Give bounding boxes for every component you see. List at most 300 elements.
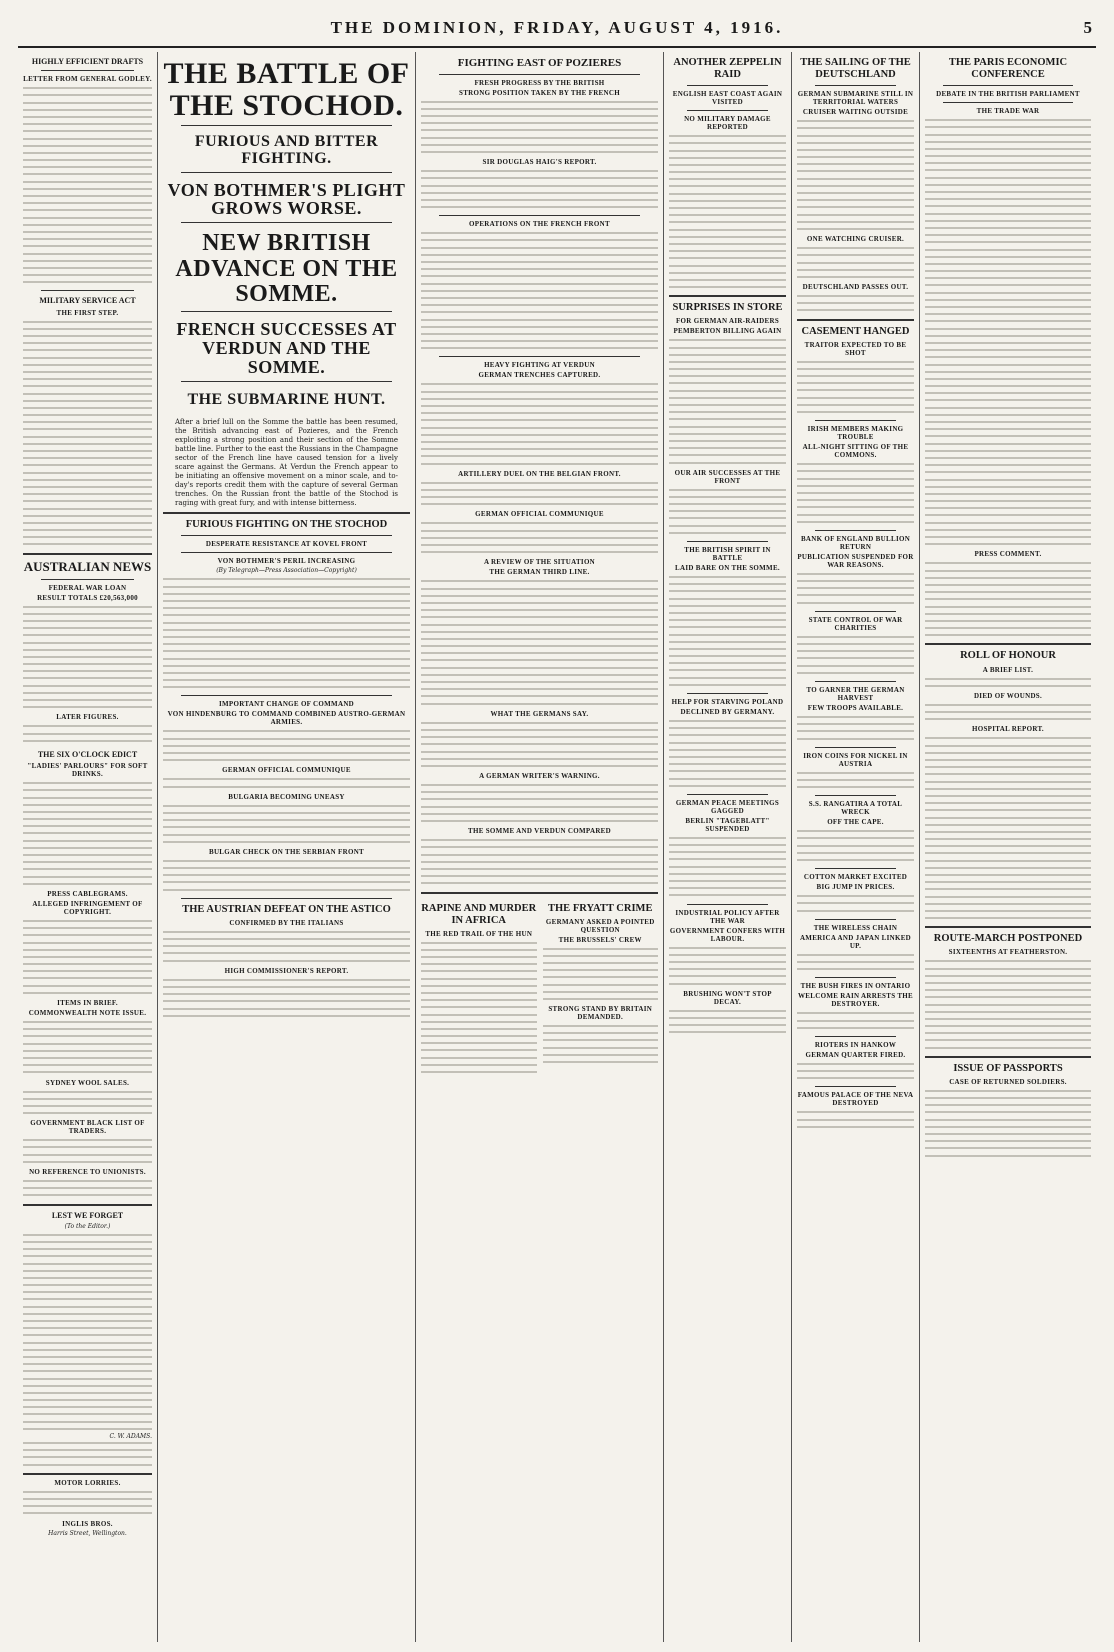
article-body: [797, 461, 914, 526]
article-subheading: GERMAN QUARTER FIRED.: [805, 1050, 906, 1059]
article-body: [23, 1178, 152, 1200]
divider: [687, 794, 768, 795]
text-line: [23, 704, 152, 711]
article-subheading: FEDERAL WAR LOAN: [48, 583, 127, 592]
text-line: [797, 212, 914, 219]
text-line: [23, 661, 152, 668]
text-line: [797, 476, 914, 483]
text-line: [797, 461, 914, 468]
text-line: [23, 690, 152, 697]
text-line: [163, 984, 410, 991]
article-subheading: GERMAN SUBMARINE STILL IN TERRITORIAL WATERS: [797, 90, 914, 107]
text-line: [23, 391, 152, 398]
text-line: [669, 682, 786, 689]
text-line: [23, 193, 152, 200]
text-line: [23, 434, 152, 441]
article-heading: MILITARY SERVICE ACT: [39, 296, 136, 306]
text-line: [421, 417, 658, 424]
text-line: [421, 701, 658, 708]
text-line: [23, 527, 152, 534]
text-line: [543, 974, 659, 981]
text-line: [23, 1419, 152, 1426]
text-line: [23, 1110, 152, 1117]
article-body: [797, 293, 914, 315]
text-line: [421, 345, 658, 352]
article-body: [797, 245, 914, 281]
article-body: [797, 118, 914, 233]
text-line: [669, 1022, 786, 1029]
text-line: [797, 728, 914, 735]
article-body: [421, 837, 658, 887]
article-subheading: S.S. RANGATIRA A TOTAL WRECK: [808, 800, 903, 817]
text-line: [421, 281, 658, 288]
text-line: [925, 604, 1091, 611]
text-line: [421, 453, 658, 460]
text-line: [925, 915, 1091, 922]
text-line: [925, 527, 1091, 534]
text-line: [23, 347, 152, 354]
text-line: [797, 380, 914, 387]
text-line: [925, 383, 1091, 390]
text-line: [163, 943, 410, 950]
text-line: [669, 148, 786, 155]
text-line: [23, 243, 152, 250]
text-line: [163, 627, 410, 634]
text-line: [421, 796, 658, 803]
text-line: [797, 267, 914, 274]
divider: [181, 695, 392, 696]
text-line: [925, 822, 1091, 829]
text-line: [669, 140, 786, 147]
text-line: [23, 1397, 152, 1404]
article-subheading: GOVERNMENT BLACK LIST OF TRADERS.: [30, 1119, 145, 1136]
letter-signature: C. W. ADAMS.: [109, 1433, 152, 1440]
text-line: [669, 501, 786, 508]
article-body: [23, 1019, 152, 1077]
text-line: [421, 1047, 537, 1054]
article-body: [163, 803, 410, 846]
text-line: [23, 852, 152, 859]
article-subheading: THE GERMAN THIRD LINE.: [489, 568, 590, 577]
text-line: [421, 190, 658, 197]
text-line: [543, 1059, 659, 1066]
text-line: [23, 1159, 152, 1166]
text-line: [163, 817, 410, 824]
text-line: [925, 886, 1091, 893]
article-body: [797, 1010, 914, 1032]
text-line: [925, 311, 1091, 318]
text-line: [925, 1117, 1091, 1124]
article-subheading: STRONG STAND BY BRITAIN DEMANDED.: [548, 1005, 653, 1022]
text-line: [797, 359, 914, 366]
text-line: [163, 958, 410, 965]
text-line: [797, 641, 914, 648]
text-line: [925, 160, 1091, 167]
text-line: [925, 560, 1091, 567]
article-body: [797, 1109, 914, 1131]
text-line: [797, 784, 914, 791]
article-subheading: HELP FOR STARVING POLAND: [671, 698, 784, 706]
text-line: [797, 952, 914, 959]
text-line: [669, 241, 786, 248]
article-subheading: FOR GERMAN AIR-RAIDERS: [675, 317, 780, 326]
text-line: [421, 578, 658, 585]
divider: [181, 381, 392, 382]
article-subheading: WHAT THE GERMANS SAY.: [490, 709, 589, 718]
text-line: [421, 593, 658, 600]
article-subheading: ENGLISH EAST COAST AGAIN VISITED: [672, 90, 783, 107]
article-heading: RAPINE AND MURDER IN AFRICA: [421, 902, 537, 926]
text-line: [421, 990, 537, 997]
text-line: [421, 425, 658, 432]
main-subheadline: THE SUBMARINE HUNT.: [187, 390, 386, 408]
text-line: [421, 961, 537, 968]
text-line: [23, 376, 152, 383]
text-line: [163, 736, 410, 743]
article-body: [421, 520, 658, 556]
text-line: [669, 169, 786, 176]
text-line: [669, 718, 786, 725]
article-body: [669, 945, 786, 988]
divider: [815, 681, 896, 682]
text-line: [669, 639, 786, 646]
text-line: [669, 754, 786, 761]
text-line: [669, 959, 786, 966]
text-line: [23, 640, 152, 647]
text-line: [23, 1261, 152, 1268]
text-line: [23, 179, 152, 186]
text-line: [23, 1019, 152, 1026]
text-line: [23, 369, 152, 376]
article-heading: THE PARIS ECONOMIC CONFERENCE: [948, 57, 1068, 81]
text-line: [23, 1253, 152, 1260]
text-line: [23, 448, 152, 455]
text-line: [669, 768, 786, 775]
divider: [687, 693, 768, 694]
article-heading: SURPRISES IN STORE: [672, 302, 783, 314]
text-line: [421, 106, 658, 113]
text-line: [23, 1462, 152, 1469]
dateline: (By Telegraph—Press Association—Copyright): [216, 567, 357, 575]
text-line: [797, 197, 914, 204]
text-line: [23, 85, 152, 92]
text-line: [421, 535, 658, 542]
text-line: [669, 783, 786, 790]
text-line: [925, 1030, 1091, 1037]
text-line: [23, 947, 152, 954]
divider: [41, 579, 134, 580]
text-line: [163, 620, 410, 627]
text-line: [23, 1368, 152, 1375]
text-line: [163, 648, 410, 655]
text-line: [163, 810, 410, 817]
sub-column: [421, 898, 537, 1077]
article-heading: FIGHTING EAST OF POZIERES: [457, 57, 622, 69]
text-line: [925, 390, 1091, 397]
text-line: [669, 610, 786, 617]
article-subheading: BULGARIA BECOMING UNEASY: [228, 792, 345, 801]
text-line: [925, 153, 1091, 160]
text-line: [669, 842, 786, 849]
text-line: [23, 207, 152, 214]
text-line: [925, 625, 1091, 632]
text-line: [925, 1095, 1091, 1102]
divider: [815, 1036, 896, 1037]
text-line: [797, 219, 914, 226]
text-line: [925, 340, 1091, 347]
text-line: [23, 990, 152, 997]
article-subheading: PRESS CABLEGRAMS.: [47, 889, 128, 898]
text-line: [421, 818, 658, 825]
text-line: [669, 588, 786, 595]
text-line: [163, 670, 410, 677]
text-line: [669, 603, 786, 610]
main-subheadline: FURIOUS AND BITTER FIGHTING.: [194, 133, 379, 167]
article-subheading: ITEMS IN BRIEF.: [57, 999, 118, 1007]
text-line: [797, 585, 914, 592]
article-subheading: GOVERNMENT CONFERS WITH LABOUR.: [669, 926, 786, 943]
text-line: [925, 589, 1091, 596]
text-line: [23, 611, 152, 618]
text-line: [23, 975, 152, 982]
text-line: [669, 155, 786, 162]
text-line: [23, 918, 152, 925]
article-subheading: GERMAN OFFICIAL COMMUNIQUE: [222, 766, 351, 775]
text-line: [925, 764, 1091, 771]
columns: [18, 52, 1096, 1642]
text-line: [925, 865, 1091, 872]
text-line: [421, 804, 658, 811]
text-line: [797, 1068, 914, 1075]
article-subheading: "LADIES' PARLOURS" FOR SOFT DRINKS.: [27, 762, 148, 779]
main-subheadline: VON BOTHMER'S PLIGHT GROWS WORSE.: [167, 179, 406, 219]
article-heading: THE SIX O'CLOCK EDICT: [37, 749, 138, 759]
article-body: [23, 723, 152, 745]
article-body: [23, 1089, 152, 1118]
text-line: [669, 263, 786, 270]
article-subheading: DESPERATE RESISTANCE AT KOVEL FRONT: [205, 540, 368, 549]
article-subheading: GERMAN OFFICIAL COMMUNIQUE: [475, 510, 604, 519]
article-subheading: LETTER FROM GENERAL GODLEY.: [23, 75, 152, 84]
text-line: [23, 1347, 152, 1354]
text-line: [669, 133, 786, 140]
text-line: [797, 504, 914, 511]
divider: [181, 535, 392, 536]
text-line: [421, 324, 658, 331]
article-subheading: BIG JUMP IN PRICES.: [816, 883, 895, 892]
article-subheading: THE FIRST STEP.: [56, 308, 119, 317]
article-body: [421, 782, 658, 825]
text-line: [797, 648, 914, 655]
text-line: [797, 857, 914, 864]
text-line: [669, 624, 786, 631]
article-body: [421, 230, 658, 352]
text-line: [925, 117, 1091, 124]
text-line: [23, 1496, 152, 1503]
text-line: [23, 1332, 152, 1339]
text-line: [669, 487, 786, 494]
text-line: [669, 198, 786, 205]
text-line: [925, 771, 1091, 778]
text-line: [23, 780, 152, 787]
text-line: [669, 424, 786, 431]
text-line: [23, 279, 152, 286]
divider: [815, 868, 896, 869]
text-line: [163, 1013, 410, 1020]
text-line: [23, 157, 152, 164]
text-line: [23, 697, 152, 704]
text-line: [421, 432, 658, 439]
article-body: [23, 85, 152, 286]
text-line: [543, 1052, 659, 1059]
article-subheading: AMERICA AND JAPAN LINKED UP.: [799, 933, 912, 950]
text-line: [925, 611, 1091, 618]
article-subheading: VON BOTHMER'S PERIL INCREASING: [217, 557, 356, 566]
text-line: [797, 497, 914, 504]
text-line: [23, 405, 152, 412]
text-line: [669, 438, 786, 445]
article-subheading: INDUSTRIAL POLICY AFTER THE WAR: [675, 908, 780, 925]
text-line: [925, 333, 1091, 340]
text-line: [669, 761, 786, 768]
text-line: [23, 164, 152, 171]
text-line: [163, 663, 410, 670]
text-line: [797, 133, 914, 140]
text-line: [421, 501, 658, 508]
text-line: [23, 731, 152, 738]
text-line: [669, 395, 786, 402]
text-line: [669, 530, 786, 537]
text-line: [421, 410, 658, 417]
divider: [815, 1086, 896, 1087]
text-line: [421, 461, 658, 468]
advert-heading: MOTOR LORRIES.: [54, 1478, 121, 1487]
article-body: [925, 958, 1091, 1051]
text-line: [23, 455, 152, 462]
text-line: [163, 824, 410, 831]
text-line: [163, 887, 410, 894]
article-heading: LEST WE FORGET: [51, 1210, 124, 1220]
text-line: [669, 653, 786, 660]
text-line: [669, 732, 786, 739]
text-line: [925, 426, 1091, 433]
text-line: [797, 736, 914, 743]
article-body: [163, 929, 410, 965]
article-body: [421, 578, 658, 707]
text-line: [797, 571, 914, 578]
text-line: [797, 1075, 914, 1082]
article-subheading: RESULT TOTALS £20,563,000: [37, 593, 138, 602]
article-body: [797, 770, 914, 792]
text-line: [421, 317, 658, 324]
article-subheading: THE BRITISH SPIRIT IN BATTLE: [684, 546, 771, 562]
article-subheading: NO MILITARY DAMAGE REPORTED: [684, 115, 771, 132]
text-line: [925, 196, 1091, 203]
article-body: [669, 133, 786, 291]
text-line: [421, 997, 537, 1004]
text-line: [925, 582, 1091, 589]
text-line: [163, 879, 410, 886]
text-line: [669, 885, 786, 892]
text-line: [23, 462, 152, 469]
text-line: [421, 1012, 537, 1019]
text-line: [23, 647, 152, 654]
text-line: [421, 487, 658, 494]
text-line: [797, 1018, 914, 1025]
text-line: [925, 1102, 1091, 1109]
main-subheadline: NEW BRITISH ADVANCE ON THE SOMME.: [175, 230, 398, 307]
divider: [687, 110, 768, 111]
text-line: [669, 416, 786, 423]
column-3: [416, 52, 664, 1642]
column-6: [920, 52, 1096, 1642]
text-line: [669, 176, 786, 183]
text-line: [925, 232, 1091, 239]
text-line: [421, 859, 658, 866]
text-line: [797, 245, 914, 252]
text-line: [925, 290, 1091, 297]
text-line: [925, 520, 1091, 527]
text-line: [163, 750, 410, 757]
text-line: [23, 1268, 152, 1275]
text-line: [163, 784, 410, 791]
text-line: [669, 452, 786, 459]
text-line: [421, 245, 658, 252]
article-body: [23, 1489, 152, 1518]
article-body: [797, 571, 914, 607]
divider: [815, 747, 896, 748]
text-line: [925, 973, 1091, 980]
text-line: [23, 1340, 152, 1347]
text-line: [421, 175, 658, 182]
article-subheading: PRESS COMMENT.: [974, 550, 1042, 559]
article-subheading: SIR DOUGLAS HAIG'S REPORT.: [482, 158, 597, 167]
text-line: [421, 1040, 537, 1047]
text-line: [421, 629, 658, 636]
article-body: [925, 117, 1091, 548]
text-line: [23, 426, 152, 433]
text-line: [421, 446, 658, 453]
divider: [687, 904, 768, 905]
text-line: [421, 381, 658, 388]
text-line: [925, 225, 1091, 232]
text-line: [421, 204, 658, 211]
article-body: [421, 480, 658, 509]
article-heading: ROLL OF HONOUR: [960, 650, 1056, 662]
text-line: [23, 143, 152, 150]
text-line: [23, 1383, 152, 1390]
text-line: [421, 586, 658, 593]
text-line: [23, 1354, 152, 1361]
text-line: [543, 953, 659, 960]
text-line: [23, 362, 152, 369]
article-body: [797, 828, 914, 864]
text-line: [23, 654, 152, 661]
text-line: [925, 575, 1091, 582]
article-subheading: HOSPITAL REPORT.: [972, 725, 1044, 734]
text-line: [421, 789, 658, 796]
divider: [815, 977, 896, 978]
text-line: [163, 576, 410, 583]
article-subheading: ALLEGED INFRINGEMENT OF COPYRIGHT.: [32, 899, 143, 916]
text-line: [23, 171, 152, 178]
text-line: [925, 858, 1091, 865]
text-line: [163, 728, 410, 735]
text-line: [23, 1454, 152, 1461]
text-line: [163, 612, 410, 619]
text-line: [23, 470, 152, 477]
text-line: [797, 908, 914, 915]
